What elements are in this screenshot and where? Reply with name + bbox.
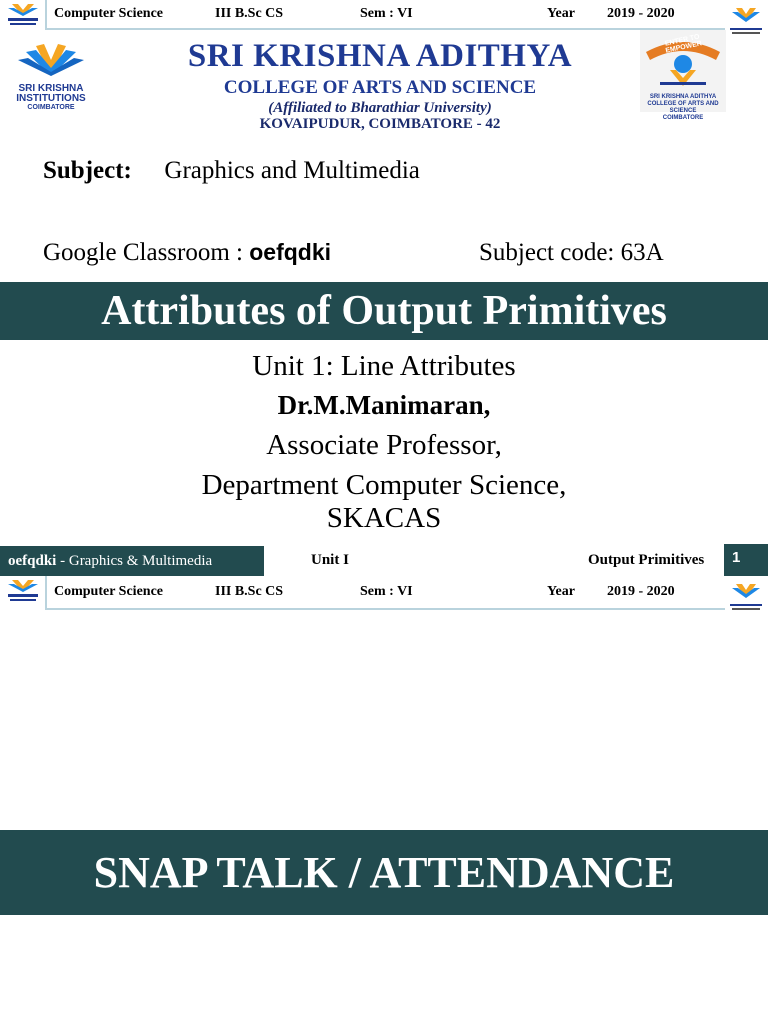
footer-unit: Unit I [311,552,349,568]
classroom-line [43,239,331,267]
course-info-bar [45,0,725,30]
emblem-caption3: COIMBATORE [662,115,704,121]
college-address: KOVAIPUDUR, COIMBATORE - 42 [259,116,501,132]
logo-text-line1: SRI KRISHNA [18,83,84,94]
unit-title: Unit 1: Line Attributes [252,350,516,382]
department-label: Computer Science [54,6,163,21]
college-name: SRI KRISHNA ADITHYA [187,38,573,74]
attendance-title: SNAP TALK / ATTENDANCE [93,848,675,897]
department-label-2: Computer Science [54,584,163,599]
footer-course-box [0,546,264,576]
slide-title-banner [0,282,768,340]
college-mini-logo-2 [724,576,768,616]
footer-code: oefqdki [8,553,57,569]
footer-course: Graphics & Multimedia [68,553,213,569]
classroom-code: oefqdki [249,239,332,265]
institution-mini-logo-2 [4,576,42,606]
author-name: Dr.M.Manimaran, [277,390,491,420]
footer-separator: - [56,553,69,569]
class-label: III B.Sc CS [215,6,284,21]
year-value: 2019 - 2020 [607,6,675,21]
sri-krishna-institutions-logo [12,32,90,111]
footer-topic: Output Primitives [588,552,705,568]
emblem-caption2: COLLEGE OF ARTS AND SCIENCE [647,101,719,114]
emblem-banner-text: ENTER TO EMPOWER [664,33,703,55]
page-number-box [724,544,768,576]
year-label-2: Year [547,584,575,599]
college-mini-logo [724,0,768,40]
slide-title: Attributes of Output Primitives [101,288,667,334]
author-department: Department Computer Science, [201,469,567,501]
college-affiliation: (Affiliated to Bharathiar University) [268,100,492,116]
author-designation: Associate Professor, [266,429,502,461]
college-subtitle: COLLEGE OF ARTS AND SCIENCE [223,77,537,98]
semester-label-2: Sem : VI [360,584,413,599]
subject-line [43,157,420,185]
emblem-caption1: SRI KRISHNA ADITHYA [649,94,717,100]
logo-text-line2: INSTITUTIONS [16,93,86,104]
class-label-2: III B.Sc CS [215,584,284,599]
lotus-icon [12,32,90,80]
page-number: 1 [732,549,741,566]
classroom-label: Google Classroom : [43,239,243,266]
college-short-name: SKACAS [326,502,442,534]
course-info-bar-2 [45,576,725,610]
year-value-2: 2019 - 2020 [607,584,675,599]
attendance-banner [0,830,768,915]
logo-text-line3: COIMBATORE [27,104,75,111]
institution-mini-logo [4,0,42,30]
subject-code: Subject code: 63A [479,239,664,266]
semester-label: Sem : VI [360,6,413,21]
year-label: Year [547,6,575,21]
subject-value: Graphics and Multimedia [164,157,420,184]
subject-label: Subject: [43,157,132,184]
college-emblem [640,30,726,121]
